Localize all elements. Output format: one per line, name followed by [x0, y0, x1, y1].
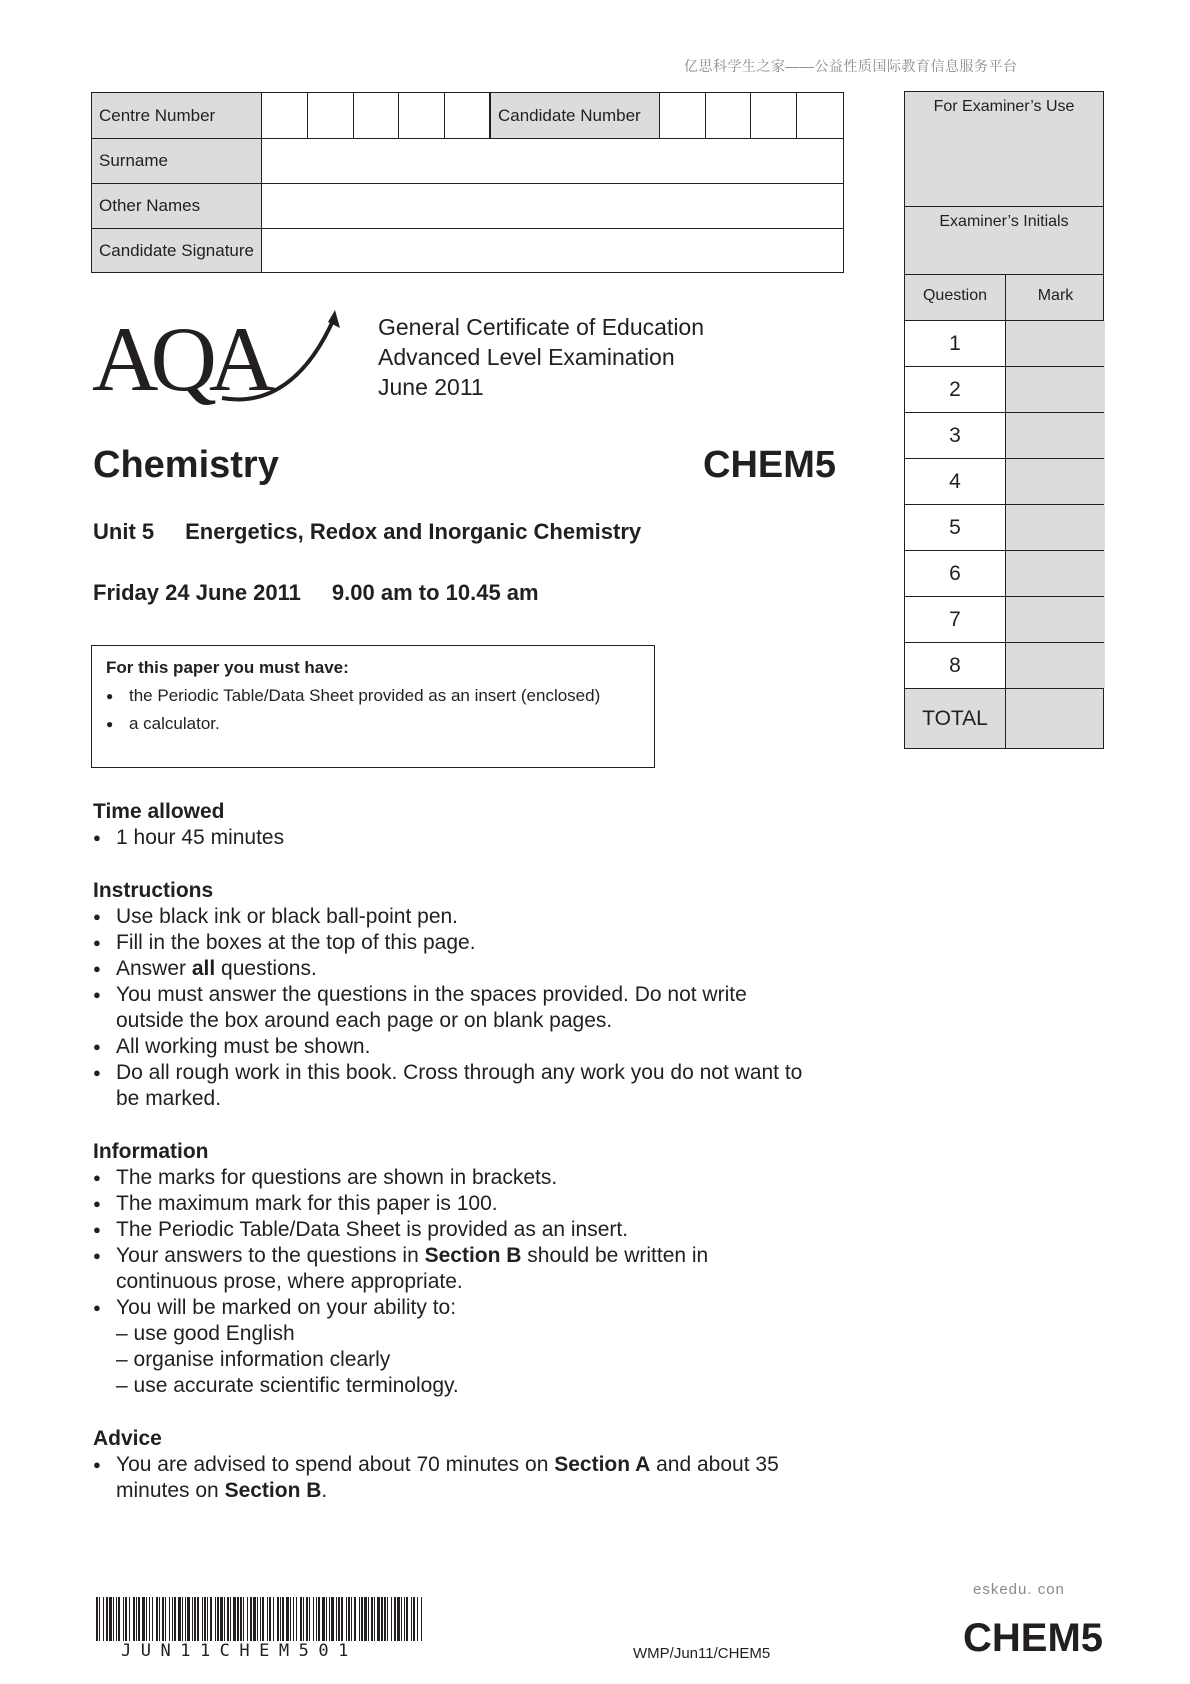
other-names-label: Other Names: [92, 184, 262, 228]
time-allowed-item: ● 1 hour 45 minutes: [93, 825, 813, 851]
information-subitem: – use accurate scientific terminology.: [116, 1374, 459, 1397]
examiner-initials-label: Examiner’s Initials: [939, 213, 1069, 230]
advice-item: ● You are advised to spend about 70 minutes on Section A and about 35 minutes on Section B.: [93, 1452, 813, 1504]
centre-number-box[interactable]: [399, 93, 445, 138]
question-number-5: 5: [905, 505, 1005, 550]
instructions-section: [93, 878, 813, 1112]
candidate-number-box[interactable]: [797, 93, 843, 138]
paper-code: CHEM5: [703, 444, 837, 486]
unit-title: Energetics, Redox and Inorganic Chemistry: [185, 519, 642, 544]
information-item: ● The marks for questions are shown in brackets.: [93, 1165, 813, 1191]
candidate-number-box[interactable]: [706, 93, 751, 138]
instruction-item: ● You must answer the questions in the spaces provided. Do not write outside the box around each page or on blank pages.: [93, 982, 813, 1034]
time-allowed-section: [93, 799, 813, 851]
unit-number: Unit 5: [93, 519, 155, 544]
information-item: ● You will be marked on your ability to:: [93, 1295, 813, 1321]
information-section: [93, 1139, 813, 1399]
mark-header: Mark: [1037, 287, 1074, 304]
instruction-item: ● Answer all questions.: [93, 956, 813, 982]
centre-number-box[interactable]: [354, 93, 399, 138]
barcode: [96, 1597, 422, 1646]
question-number-6: 6: [905, 551, 1005, 596]
instruction-item: ● Fill in the boxes at the top of this page.: [93, 930, 813, 956]
question-number-3: 3: [905, 413, 1005, 458]
question-number-4: 4: [905, 459, 1005, 504]
surname-field[interactable]: [263, 139, 843, 183]
exam-day: Friday 24 June 2011: [93, 580, 301, 605]
qualification-line-3: June 2011: [378, 374, 484, 400]
exam-time: 9.00 am to 10.45 am: [331, 580, 539, 605]
candidate-signature-label: Candidate Signature: [92, 229, 262, 272]
total-label: TOTAL: [922, 707, 988, 730]
mark-cell-7: [1006, 597, 1105, 642]
surname-label: Surname: [92, 139, 262, 183]
question-number-7: 7: [905, 597, 1005, 642]
other-names-field[interactable]: [263, 184, 843, 228]
watermark-bottom: eskedu. con: [973, 1581, 1065, 1598]
qualification-line-2: Advanced Level Examination: [378, 344, 675, 370]
information-subitem: – organise information clearly: [116, 1348, 391, 1371]
subject-title: Chemistry: [93, 444, 279, 486]
mark-cell-8: [1006, 643, 1105, 688]
instruction-item: ● Use black ink or black ball-point pen.: [93, 904, 813, 930]
qualification-line-1: General Certificate of Education: [378, 314, 705, 340]
candidate-number-box[interactable]: [751, 93, 797, 138]
mark-cell-3: [1006, 413, 1105, 458]
time-allowed-heading: Time allowed: [93, 800, 225, 823]
information-heading: Information: [93, 1140, 209, 1163]
mark-cell-6: [1006, 551, 1105, 596]
candidate-details-grid: [91, 92, 844, 273]
paper-reference: WMP/Jun11/CHEM5: [633, 1645, 771, 1662]
instruction-item: ● Do all rough work in this book. Cross through any work you do not want to be marked.: [93, 1060, 813, 1112]
centre-number-box[interactable]: [445, 93, 490, 138]
examiner-use-box: [904, 91, 1104, 749]
advice-section: [93, 1426, 813, 1504]
unit-heading: [93, 519, 641, 545]
information-item: ● Your answers to the questions in Section B should be written in continuous prose, where appropriate.: [93, 1243, 813, 1295]
aqa-logo: [92, 306, 342, 411]
paper-code-footer: CHEM5: [963, 1616, 1104, 1660]
instruction-item: ● All working must be shown.: [93, 1034, 813, 1060]
mark-cell-1: [1006, 321, 1105, 366]
question-header: Question: [922, 287, 988, 304]
mark-cell-4: [1006, 459, 1105, 504]
mark-cell-2: [1006, 367, 1105, 412]
information-item: ● The Periodic Table/Data Sheet is provided as an insert.: [93, 1217, 813, 1243]
must-have-item: ● a calculator.: [106, 710, 640, 738]
centre-number-label: Centre Number: [92, 93, 262, 138]
question-number-8: 8: [905, 643, 1005, 688]
mark-cell-5: [1006, 505, 1105, 550]
exam-date: [93, 580, 539, 606]
information-subitem: – use good English: [116, 1322, 295, 1345]
centre-number-box[interactable]: [262, 93, 308, 138]
must-have-box: [91, 645, 655, 768]
instructions-heading: Instructions: [93, 879, 214, 902]
candidate-number-box[interactable]: [660, 93, 706, 138]
watermark-top: 亿思科学生之家——公益性质国际教育信息服务平台: [684, 58, 1018, 74]
aqa-logo-text: AQA: [92, 308, 268, 406]
candidate-number-label: Candidate Number: [490, 93, 660, 138]
question-number-1: 1: [905, 321, 1005, 366]
must-have-heading: For this paper you must have:: [106, 658, 349, 677]
question-number-2: 2: [905, 367, 1005, 412]
must-have-item: ● the Periodic Table/Data Sheet provided as an insert (enclosed): [106, 682, 640, 710]
barcode-text: JUN11CHEM501: [121, 1641, 358, 1661]
qualification-header: [378, 312, 704, 402]
advice-heading: Advice: [93, 1427, 162, 1450]
information-item: ● The maximum mark for this paper is 100.: [93, 1191, 813, 1217]
candidate-signature-field[interactable]: [263, 229, 843, 272]
examiner-use-title: For Examiner’s Use: [933, 98, 1075, 115]
centre-number-box[interactable]: [308, 93, 354, 138]
